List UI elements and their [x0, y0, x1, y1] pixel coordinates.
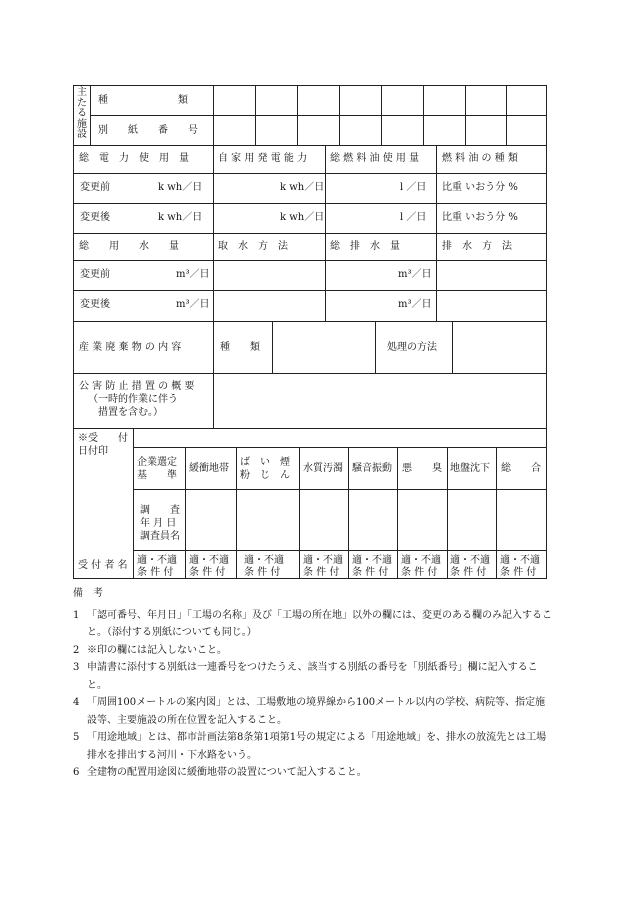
judgement-land-subsidence: 適・不適 条 件 付	[450, 555, 490, 578]
judgement-water-pollution: 適・不適 条 件 付	[303, 555, 343, 578]
survey-info-label: 調 査 年 月 日 調査員名	[140, 505, 180, 542]
notes-title: 備 考	[73, 588, 103, 599]
total-drainage-header: 総 排 水 量	[330, 241, 400, 252]
judgement-odor: 適・不適 条 件 付	[401, 555, 441, 578]
judgement-company-criteria: 適・不適 条 件 付	[137, 555, 177, 578]
date-stamp-label: 日付印	[78, 446, 108, 457]
note-item: 6 全建物の配置用途図に緩衝地帯の設置について記入すること。	[73, 767, 367, 778]
judgement-buffer-zone: 適・不適 条 件 付	[189, 555, 229, 578]
drainage-after-unit: m³／日	[398, 299, 432, 310]
main-facility-label: 主 た る 施 設	[77, 87, 87, 140]
attachment-number-label: 別 紙 番 号	[98, 125, 198, 136]
facility-type-label: 種 類	[98, 95, 188, 106]
col-land-subsidence: 地盤沈下	[450, 463, 490, 474]
water-after-label: 変更後	[80, 299, 110, 310]
col-smoke-dust: ば い 煙 粉 じ ん	[240, 457, 290, 481]
reception-label: ※受 付	[78, 433, 128, 444]
power-before-label: 変更前	[80, 182, 110, 193]
generation-after-unit: k wh／日	[280, 212, 325, 223]
note-item: 2 ※印の欄には記入しないこと。	[73, 644, 227, 656]
notes-section	[73, 585, 553, 782]
note-item: 4 「周囲100メートルの案内図」とは、工場敷地の境界線から100メートル以内の学校、病院等、指定施設等、主要施設の所在位置を記入すること。	[73, 697, 546, 726]
col-odor: 悪 臭	[402, 463, 442, 474]
drainage-method-header: 排 水 方 法	[442, 241, 512, 252]
generation-before-unit: k wh／日	[280, 182, 325, 193]
col-overall: 総 合	[501, 463, 541, 474]
judgement-smoke-dust: 適・不適 条 件 付	[244, 555, 284, 578]
pollution-prevention-note1: （一時的作業に伴う	[88, 394, 178, 405]
fuel-after-spec: 比重 いおう分 %	[442, 212, 518, 223]
note-item: 1 「認可番号、年月日」「工場の名称」及び「工場の所在地」以外の欄には、変更のある欄のみ記入すること。（添付する別紙についても同じ。）	[73, 609, 552, 638]
waste-treatment-method-label: 処理の方法	[387, 342, 437, 353]
industrial-waste-label: 産 業 廃 棄 物 の 内 容	[79, 342, 182, 353]
fuel-before-unit: l ／日	[400, 182, 427, 193]
pollution-prevention-label: 公 害 防 止 措 置 の 概 要	[79, 381, 195, 392]
total-fuel-oil-header: 総 燃 料 油 使 用 量	[330, 153, 420, 164]
fuel-before-spec: 比重 いおう分 %	[442, 182, 518, 193]
col-company-criteria: 企業選定 基 準	[137, 457, 177, 481]
judgement-noise-vibration: 適・不適 条 件 付	[352, 555, 392, 578]
self-generation-capacity-header: 自 家 用 発 電 能 力	[218, 153, 308, 164]
waste-type-label: 種 類	[220, 342, 260, 353]
power-after-unit: k wh／日	[158, 212, 203, 223]
note-item: 3 申請書に添付する別紙は一連番号をつけたうえ、該当する別紙の番号を「別紙番号」欄に記入すること。	[73, 662, 538, 691]
judgement-overall: 適・不適 条 件 付	[500, 555, 540, 578]
col-water-pollution: 水質汚濁	[303, 463, 343, 474]
water-intake-method-header: 取 水 方 法	[218, 241, 288, 252]
power-after-label: 変更後	[80, 212, 110, 223]
water-after-unit: m³／日	[176, 299, 210, 310]
total-power-usage-header: 総 電 力 使 用 量	[79, 153, 189, 164]
water-before-label: 変更前	[80, 269, 110, 280]
receiver-name-label: 受 付 者 名	[78, 560, 128, 571]
fuel-after-unit: l ／日	[400, 212, 427, 223]
fuel-oil-type-header: 燃 料 油 の 種 類	[442, 153, 518, 164]
drainage-before-unit: m³／日	[398, 269, 432, 280]
water-before-unit: m³／日	[176, 269, 210, 280]
note-item: 5 「用途地域」とは、都市計画法第8条第1項第1号の規定による「用途地域」を、排水の放流先とは工場排水を排出する河川・下水路をいう。	[73, 732, 547, 761]
total-water-usage-header: 総 用 水 量	[79, 241, 179, 252]
col-buffer-zone: 緩衝地帯	[189, 463, 229, 474]
power-before-unit: k wh／日	[158, 182, 203, 193]
pollution-prevention-note2: 措置を含む。）	[98, 407, 163, 418]
col-noise-vibration: 騒音振動	[352, 463, 392, 474]
